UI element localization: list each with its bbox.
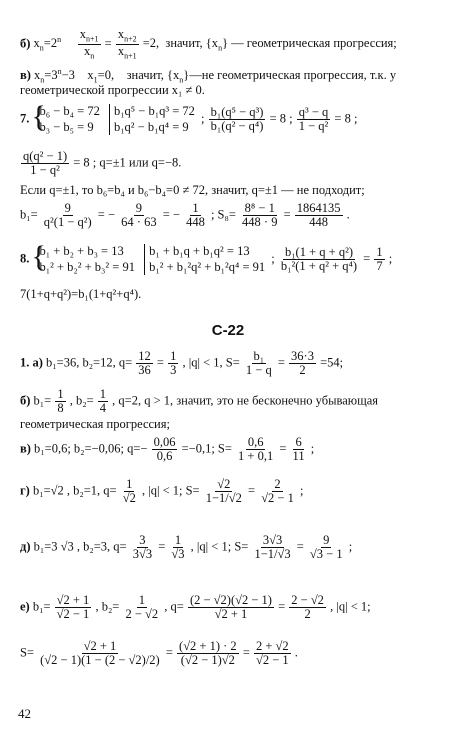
item-label: д) <box>20 539 31 554</box>
system-row: b₃ − b₅ = 9 <box>39 119 94 134</box>
item-label: в) <box>20 68 31 83</box>
fraction: $\frac{6}{11}$ <box>292 435 305 464</box>
line-v-cont: геометрической прогрессии x₁ ≠ 0. <box>20 83 205 97</box>
text: ; <box>299 483 304 498</box>
fraction: $\frac{12}{36}$ <box>138 349 151 378</box>
line-q-solution <box>20 150 181 177</box>
fraction: $\frac{9}{64 \cdot 63}$ <box>121 201 157 230</box>
system-row: b₁q⁵ − b₁q³ = 72 <box>113 104 195 118</box>
item-1b <box>20 388 378 415</box>
line-b1-s8 <box>20 202 350 229</box>
system: { b₆ − b₄ = 72 b₃ − b₅ = 9 <box>31 100 100 134</box>
fraction: $\frac{9}{\text{q²(1 − q²)}}$ <box>43 201 92 230</box>
text: S= <box>20 645 35 660</box>
fraction: $\frac{2 - √2}{2}$ <box>291 593 324 622</box>
text: b₁= <box>20 207 38 222</box>
eq: = <box>277 355 285 370</box>
text: b₁= <box>33 393 52 408</box>
fraction: $\frac{√2 + 1}{(√2 - 1)(1 - (2 - √2)/2)}$ <box>40 639 160 668</box>
sum-line <box>20 640 298 667</box>
system-row: b₁² + b₁²q² + b₁²q⁴ = 91 <box>149 259 266 274</box>
text: b₁= <box>32 599 51 614</box>
system-row: b₁ + b₂ + b₃ = 13 <box>39 244 124 258</box>
problem-number: 8. <box>20 251 30 266</box>
fraction: $\frac{9}{√3 - 1}$ <box>309 533 343 562</box>
problem-7 <box>20 100 358 135</box>
line-if-q: Если q=±1, то b₆=b₄ и b₆−b₄=0 ≠ 72, значит, q=±1 — не подходит; <box>20 183 365 197</box>
text: ; <box>348 539 353 554</box>
item-label: б) <box>20 36 31 51</box>
eq: = <box>242 645 250 660</box>
page-number: 42 <box>18 706 31 721</box>
line-text: $x_n=2^n$ <box>33 35 62 53</box>
line-text: $x_n=3^n-3$ $x_1=0$, значит, $\{x_n\}—не$ геометрическая прогрессия, т.к. у <box>34 67 397 85</box>
text: =−0,1; S= <box>181 441 232 456</box>
eq: = <box>104 36 112 51</box>
text: , |q| < 1; S= <box>141 483 200 498</box>
eq: = <box>158 539 166 554</box>
item-label: 1. а) <box>20 355 43 370</box>
eq: = <box>165 645 173 660</box>
line-text: =2, значит, $\{x_n\}$ — геометрическая прогрессия; <box>142 36 397 53</box>
fraction: $\frac{\text{q³ − q}}{\text{1 − q²}}$ <box>298 105 329 134</box>
fraction: $\frac{(2 - √2)(√2 - 1)}{√2 + 1}$ <box>189 593 272 622</box>
item-1v <box>20 436 314 463</box>
fraction: $\frac{1}{448}$ <box>186 201 205 230</box>
item-1g <box>20 478 303 505</box>
item-label: в) <box>20 441 31 456</box>
text: . <box>346 207 350 222</box>
fraction: $\frac{x_{n+2}}{x_{n+1}}$ <box>117 27 137 61</box>
system-row: b₁q² − b₁q⁴ = 9 <box>113 119 189 134</box>
fraction: $\frac{√2 + 1}{√2 - 1}$ <box>56 593 90 622</box>
system <box>144 244 265 275</box>
eq: ; <box>201 111 205 126</box>
text: b₁=3 √3 , b₂=3, q= <box>33 539 127 554</box>
text: b₁=0,6; b₂=−0,06; q=− <box>34 441 148 456</box>
eq: = <box>278 599 286 614</box>
fraction: $\frac{2}{√2 - 1}$ <box>261 477 294 506</box>
fraction: $\frac{\text{b₁(1 + q + q²)}}{\text{b₁²(1 + q² + q⁴)}}$ <box>280 245 358 274</box>
item-1e <box>20 594 371 621</box>
text: , |q| < 1, S= <box>182 355 240 370</box>
text: ; <box>388 251 393 266</box>
item-label: г) <box>20 483 30 498</box>
text: , b₂= <box>69 393 94 408</box>
fraction: $\frac{\text{b₁(q⁵ − q³)}}{\text{b₁(q² − q⁴)}}$ <box>210 105 264 134</box>
item-label: б) <box>20 393 31 408</box>
fraction: $\frac{(√2 + 1) \cdot 2}{(√2 - 1)√2}$ <box>179 639 237 668</box>
line-8-result: 7(1+q+q²)=b₁(1+q²+q⁴). <box>20 287 142 301</box>
eq: = <box>248 483 256 498</box>
line-b-xn-2n <box>20 28 397 61</box>
eq: = <box>279 441 287 456</box>
text: . <box>294 645 298 660</box>
fraction: $\frac{1}{√2}$ <box>122 477 136 506</box>
section-heading: С-22 <box>211 322 245 339</box>
eq: = − <box>97 207 116 222</box>
eq: = <box>296 539 304 554</box>
text: , |q| < 1; <box>330 599 371 614</box>
text: ; S₈= <box>210 207 236 222</box>
fraction: $\frac{1}{7}$ <box>376 245 383 274</box>
system-row: b₆ − b₄ = 72 <box>39 104 100 118</box>
fraction: $\frac{\text{q(q² − 1)}}{\text{1 − q²}}$ <box>23 149 68 178</box>
fraction: $\frac{36\cdot 3}{2}$ <box>291 349 314 378</box>
fraction: $\frac{1}{3}$ <box>170 349 177 378</box>
system: { b₁ + b₂ + b₃ = 13 b₁² + b₂² + b₃² = 91 <box>31 240 135 274</box>
line-text: = 8 ; q=±1 или q=−8. <box>73 155 182 170</box>
text: =54; <box>320 355 344 370</box>
text: , b₂= <box>95 599 120 614</box>
item-1a <box>20 350 343 377</box>
problem-8 <box>20 240 393 275</box>
fraction: $\frac{3√3}{1-1/√3}$ <box>254 533 291 562</box>
text: , q=2, q > 1, значит, это не бесконечно убывающая <box>112 393 379 408</box>
eq: = <box>363 251 371 266</box>
problem-number: 7. <box>20 111 30 126</box>
fraction: $\frac{0,6}{1 + 0,1}$ <box>238 435 274 464</box>
item-1d <box>20 534 352 561</box>
text: b₁=36, b₂=12, q= <box>46 355 133 370</box>
system-row: b₁² + b₂² + b₃² = 91 <box>39 259 135 274</box>
eq: = − <box>162 207 180 222</box>
text: ; <box>271 251 275 266</box>
system-row: b₁ + b₁q + b₁q² = 13 <box>149 244 250 258</box>
item-label: е) <box>20 599 30 614</box>
fraction: $\frac{0,06}{0,6}$ <box>153 435 176 464</box>
system <box>109 104 195 135</box>
fraction: $\frac{√2}{1-1/√2}$ <box>205 477 242 506</box>
fraction: $\frac{3}{3√3}$ <box>132 533 153 562</box>
fraction: $\frac{\text{b₁}}{1 - q}$ <box>245 349 272 378</box>
fraction: $\frac{1}{√3}$ <box>171 533 185 562</box>
fraction: $\frac{2 + √2}{√2 - 1}$ <box>256 639 289 668</box>
text: , |q| < 1; S= <box>190 539 249 554</box>
text: ; <box>310 441 315 456</box>
eq: = 8 ; <box>334 111 358 126</box>
fraction: $\frac{1864135}{448}$ <box>296 201 341 230</box>
text: b₁=√2 , b₂=1, q= <box>32 483 117 498</box>
fraction: $\frac{x_{n+1}}{x_n}$ <box>79 27 99 61</box>
text: , q= <box>164 599 184 614</box>
eq: = <box>156 355 164 370</box>
fraction: $\frac{1}{4}$ <box>99 387 107 416</box>
eq: = 8 ; <box>269 111 293 126</box>
eq: = <box>283 207 291 222</box>
fraction: $\frac{\text{8⁸ − 1}}{448 \cdot 9}$ <box>242 201 278 230</box>
fraction: $\frac{1}{8}$ <box>57 387 64 416</box>
item-1b-cont: геометрическая прогрессия; <box>20 417 170 431</box>
fraction: $\frac{1}{2 - √2}$ <box>125 593 159 622</box>
